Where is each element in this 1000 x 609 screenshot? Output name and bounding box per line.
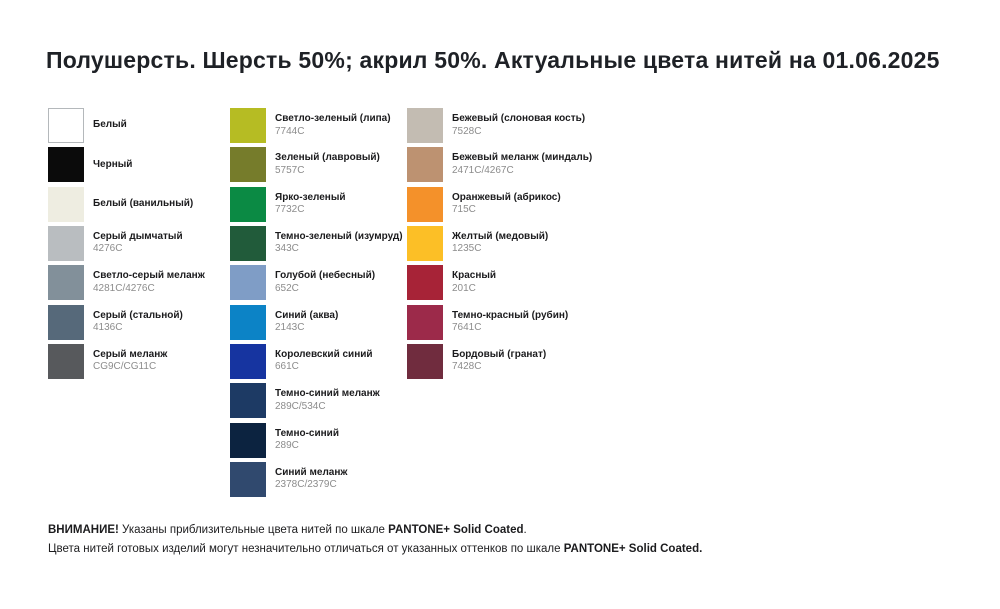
color-code: 4276C <box>93 243 123 255</box>
color-label <box>452 147 592 182</box>
color-label <box>275 462 348 497</box>
color-code: 4281C/4276C <box>93 282 155 294</box>
color-code: 343C <box>275 243 299 255</box>
footer-note <box>48 521 702 558</box>
color-label <box>452 265 496 300</box>
color-code: 7528C <box>452 125 482 137</box>
color-name: Бордовый (гранат) <box>452 348 547 360</box>
swatch-row <box>48 108 248 143</box>
swatch-row <box>48 226 248 261</box>
color-code: 2143C <box>275 322 305 334</box>
color-name: Серый дымчатый <box>93 230 183 242</box>
swatch-row <box>407 265 607 300</box>
color-swatch <box>230 187 266 222</box>
swatch-column-2 <box>230 108 430 501</box>
swatch-row <box>230 108 430 143</box>
color-label <box>275 265 375 300</box>
color-label <box>452 305 568 340</box>
color-code: 201C <box>452 282 476 294</box>
swatch-row <box>407 108 607 143</box>
color-swatch <box>230 147 266 182</box>
color-name: Светло-серый меланж <box>93 270 205 282</box>
swatch-row <box>230 344 430 379</box>
color-label <box>275 305 338 340</box>
swatch-row <box>48 187 248 222</box>
color-name: Синий меланж <box>275 466 348 478</box>
swatch-row <box>230 147 430 182</box>
color-code: CG9C/CG11C <box>93 361 157 373</box>
color-label <box>93 226 183 261</box>
color-name: Синий (аква) <box>275 309 339 321</box>
color-label <box>275 108 391 143</box>
color-label <box>93 305 183 340</box>
color-label <box>93 187 193 222</box>
color-swatch <box>48 226 84 261</box>
swatch-row <box>230 462 430 497</box>
color-name: Белый <box>93 119 127 131</box>
swatch-row <box>48 147 248 182</box>
color-swatch <box>407 305 443 340</box>
color-swatch <box>407 265 443 300</box>
color-label <box>275 383 380 418</box>
color-code: 7428C <box>452 361 482 373</box>
footer-line-2-text: Цвета нитей готовых изделий могут незначительно отличаться от указанных оттенков по шкале <box>48 542 564 555</box>
footer-line-1-text: Указаны приблизительные цвета нитей по шкале <box>118 524 389 536</box>
swatch-row <box>407 344 607 379</box>
color-swatch <box>48 187 84 222</box>
color-label <box>452 226 548 261</box>
color-code: 5757C <box>275 164 305 176</box>
color-code: 2471C/4267C <box>452 164 514 176</box>
color-name: Ярко-зеленый <box>275 191 346 203</box>
color-name: Зеленый (лавровый) <box>275 152 380 164</box>
color-label <box>275 344 373 379</box>
color-swatch <box>407 344 443 379</box>
color-name: Темно-зеленый (изумруд) <box>275 230 403 242</box>
color-name: Красный <box>452 270 497 282</box>
footer-attention-label: ВНИМАНИЕ! <box>48 524 119 536</box>
color-name: Голубой (небесный) <box>275 270 376 282</box>
color-name: Серый меланж <box>93 348 168 360</box>
color-swatch <box>230 226 266 261</box>
color-label <box>93 265 205 300</box>
color-label <box>452 344 546 379</box>
color-name: Темно-красный (рубин) <box>452 309 569 321</box>
color-name: Желтый (медовый) <box>452 230 549 242</box>
color-label <box>275 226 403 261</box>
color-swatch <box>230 383 266 418</box>
footer-pantone-label-2: PANTONE+ Solid Coated. <box>563 542 703 555</box>
color-swatch <box>230 265 266 300</box>
color-code: 7744C <box>275 125 305 137</box>
color-swatch <box>230 423 266 458</box>
color-name: Бежевый меланж (миндаль) <box>452 152 593 164</box>
color-name: Серый (стальной) <box>93 309 183 321</box>
swatch-row <box>230 265 430 300</box>
swatch-row <box>407 147 607 182</box>
color-swatch <box>230 108 266 143</box>
color-swatch <box>48 147 84 182</box>
color-swatch <box>48 344 84 379</box>
color-label <box>93 147 132 182</box>
color-code: 715C <box>452 204 476 216</box>
color-name: Белый (ванильный) <box>93 197 194 209</box>
color-code: 4136C <box>93 322 123 334</box>
color-swatch <box>48 305 84 340</box>
swatch-row <box>230 187 430 222</box>
color-name: Темно-синий меланж <box>275 388 380 400</box>
color-label <box>452 108 585 143</box>
swatch-column-3 <box>407 108 607 383</box>
color-code: 289C/534C <box>275 400 326 412</box>
color-label <box>93 108 127 143</box>
swatch-row <box>407 226 607 261</box>
color-code: 661C <box>275 361 299 373</box>
color-code: 7732C <box>275 204 305 216</box>
color-label <box>275 147 380 182</box>
swatch-column-1 <box>48 108 248 383</box>
footer-pantone-label-1: PANTONE+ Solid Coated <box>388 524 524 536</box>
color-swatch <box>230 462 266 497</box>
color-code: 2378C/2379C <box>275 479 337 491</box>
color-name: Черный <box>93 158 133 170</box>
color-code: 652C <box>275 282 299 294</box>
color-label <box>452 187 561 222</box>
footer-line-2 <box>48 540 702 559</box>
color-name: Оранжевый (абрикос) <box>452 191 561 203</box>
swatch-row <box>230 226 430 261</box>
color-code: 289C <box>275 440 299 452</box>
color-swatch <box>48 108 84 143</box>
color-label <box>275 187 346 222</box>
swatch-row <box>48 344 248 379</box>
color-code: 1235C <box>452 243 482 255</box>
color-label <box>93 344 167 379</box>
footer-line-1-period: . <box>523 524 527 536</box>
page-title: Полушерсть. Шерсть 50%; акрил 50%. Актуальные цвета нитей на 01.06.2025 <box>46 47 940 73</box>
color-swatch <box>407 187 443 222</box>
swatch-row <box>407 305 607 340</box>
swatch-row <box>230 305 430 340</box>
swatch-row <box>407 187 607 222</box>
color-code: 7641C <box>452 322 482 334</box>
swatch-row <box>48 265 248 300</box>
swatch-row <box>230 423 430 458</box>
color-name: Светло-зеленый (липа) <box>275 113 391 124</box>
footer-line-1 <box>48 521 702 540</box>
color-name: Бежевый (слоновая кость) <box>452 113 586 124</box>
color-label <box>275 423 339 458</box>
color-name: Королевский синий <box>275 348 373 360</box>
swatch-row <box>230 383 430 418</box>
swatch-row <box>48 305 248 340</box>
color-swatch <box>407 226 443 261</box>
color-swatch <box>407 147 443 182</box>
color-name: Темно-синий <box>275 427 339 439</box>
color-swatch <box>230 305 266 340</box>
color-swatch <box>230 344 266 379</box>
color-swatch <box>407 108 443 143</box>
color-swatch <box>48 265 84 300</box>
